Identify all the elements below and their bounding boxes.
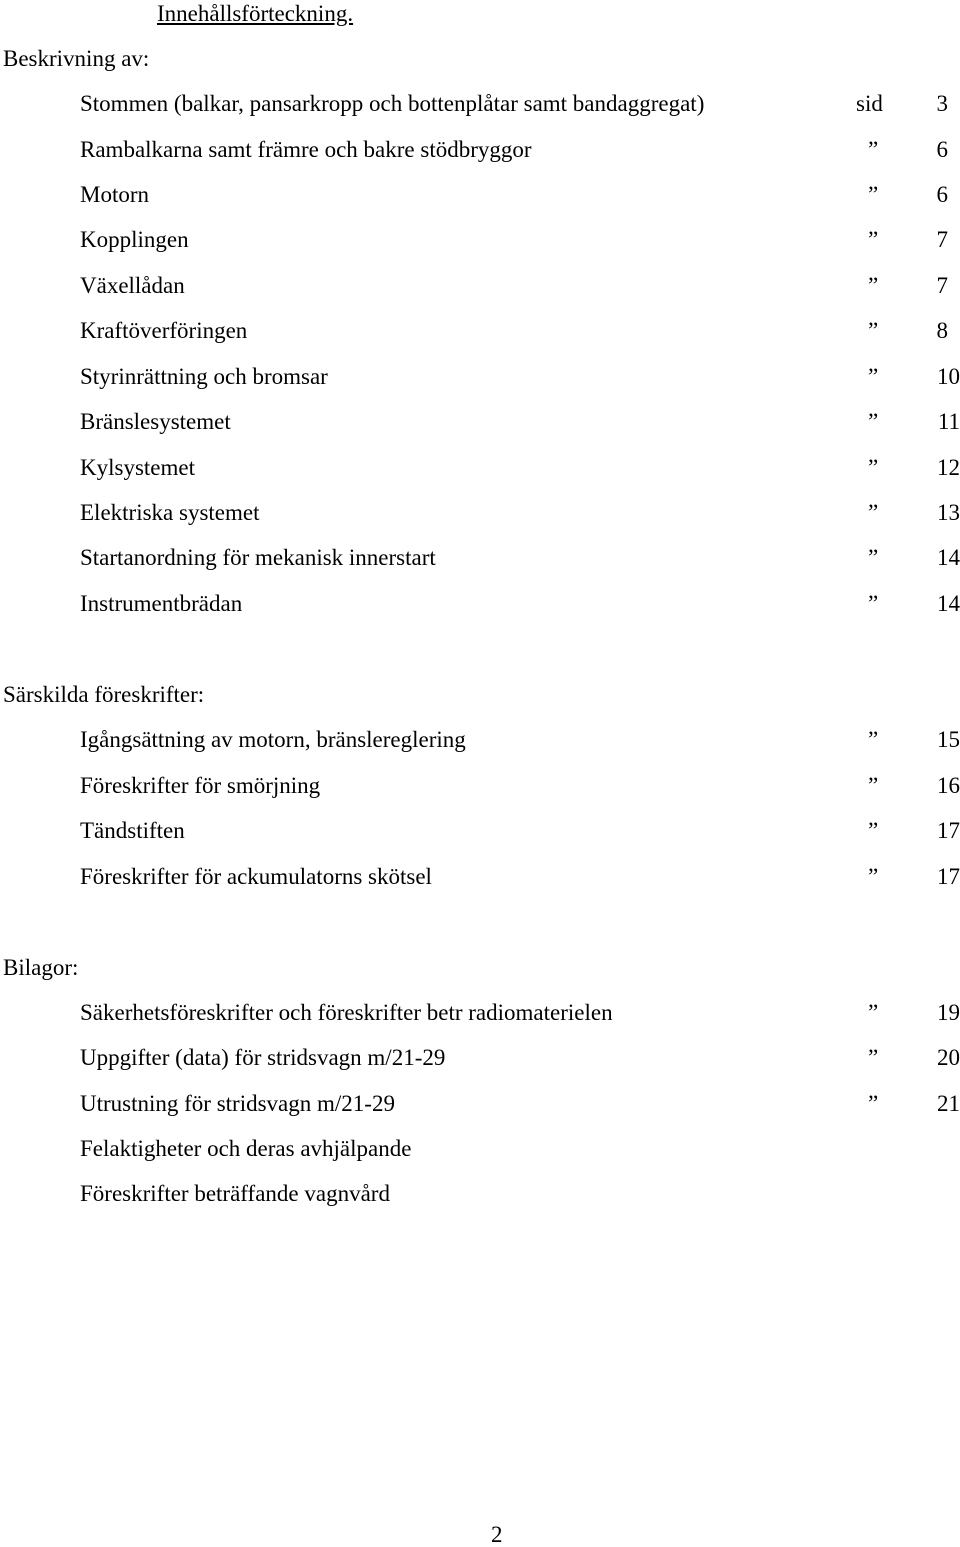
entry-ditto: ”: [868, 455, 879, 480]
entry-ditto: ”: [868, 1045, 879, 1070]
entry-title: Igångsättning av motorn, bränslereglering: [80, 727, 466, 752]
entry-ditto: ”: [868, 591, 879, 616]
entry-ditto: sid: [856, 91, 883, 116]
toc-entry: [0, 774, 960, 800]
entry-title: Säkerhetsföreskrifter och föreskrifter betr radiomaterielen: [80, 1000, 613, 1025]
entry-title: Tändstiften: [80, 818, 185, 843]
toc-entry: [0, 592, 960, 618]
toc-entry: [0, 728, 960, 754]
entry-page: 7: [936, 273, 948, 298]
toc-entry: [0, 183, 960, 209]
entry-ditto: ”: [868, 1000, 879, 1025]
entry-ditto: ”: [868, 864, 879, 889]
toc-entry: [0, 1182, 960, 1208]
entry-title: Uppgifter (data) för stridsvagn m/21-29: [80, 1045, 446, 1070]
entry-page: 19: [937, 1000, 960, 1025]
entry-ditto: ”: [868, 318, 879, 343]
entry-title: Kraftöverföringen: [80, 318, 248, 343]
toc-entry: [0, 1046, 960, 1072]
entry-title: Föreskrifter för ackumulatorns skötsel: [80, 864, 432, 889]
entry-page: 13: [937, 500, 960, 525]
toc-entry: [0, 365, 960, 391]
toc-entry: [0, 819, 960, 845]
entry-title: Felaktigheter och deras avhjälpande: [80, 1136, 412, 1161]
entry-title: Styrinrättning och bromsar: [80, 364, 328, 389]
toc-entry: [0, 1001, 960, 1027]
entry-page: 6: [936, 182, 948, 207]
entry-page: 10: [937, 364, 960, 389]
section-heading-beskrivning: Beskrivning av:: [3, 46, 150, 71]
entry-page: 3: [936, 91, 948, 116]
entry-ditto: ”: [868, 818, 879, 843]
entry-ditto: ”: [868, 727, 879, 752]
entry-page: 15: [937, 727, 960, 752]
toc-entry: [0, 138, 960, 164]
entry-title: Instrumentbrädan: [80, 591, 243, 616]
section-heading-bilagor: Bilagor:: [3, 955, 79, 980]
entry-ditto: ”: [868, 500, 879, 525]
entry-title: Rambalkarna samt främre och bakre stödbryggor: [80, 137, 532, 162]
entry-page: 21: [937, 1091, 960, 1116]
entry-title: Stommen (balkar, pansarkropp och bottenplåtar samt bandaggregat): [80, 91, 705, 116]
entry-title: Utrustning för stridsvagn m/21-29: [80, 1091, 395, 1116]
entry-page: 20: [937, 1045, 960, 1070]
toc-entry: [0, 546, 960, 572]
entry-ditto: ”: [868, 137, 879, 162]
entry-page: 12: [937, 455, 960, 480]
entry-page: 14: [937, 591, 960, 616]
entry-ditto: ”: [868, 273, 879, 298]
entry-title: Startanordning för mekanisk innerstart: [80, 545, 436, 570]
toc-entry: [0, 319, 960, 345]
entry-title: Elektriska systemet: [80, 500, 260, 525]
toc-entry: [0, 92, 960, 118]
entry-ditto: ”: [868, 182, 879, 207]
section-heading-sarskilda: Särskilda föreskrifter:: [3, 682, 205, 707]
entry-title: Föreskrifter för smörjning: [80, 773, 321, 798]
entry-ditto: ”: [868, 773, 879, 798]
entry-page: 14: [937, 545, 960, 570]
entry-title: Föreskrifter beträffande vagnvård: [80, 1181, 390, 1206]
entry-ditto: ”: [868, 1091, 879, 1116]
entry-page: 8: [936, 318, 948, 343]
page-title: Innehållsförteckning.: [157, 1, 354, 26]
entry-ditto: ”: [868, 409, 879, 434]
toc-entry: [0, 228, 960, 254]
entry-title: Växellådan: [80, 273, 185, 298]
toc-entry: [0, 274, 960, 300]
entry-title: Kopplingen: [80, 227, 189, 252]
toc-entry: [0, 1137, 960, 1163]
page-number: 2: [491, 1522, 503, 1547]
toc-entry: [0, 410, 960, 436]
entry-page: 17: [937, 864, 960, 889]
entry-ditto: ”: [868, 545, 879, 570]
entry-ditto: ”: [868, 227, 879, 252]
entry-title: Motorn: [80, 182, 149, 207]
toc-entry: [0, 865, 960, 891]
entry-page: 17: [937, 818, 960, 843]
entry-title: Bränslesystemet: [80, 409, 231, 434]
toc-entry: [0, 1092, 960, 1118]
entry-title: Kylsystemet: [80, 455, 195, 480]
entry-page: 16: [937, 773, 960, 798]
entry-page: 6: [936, 137, 948, 162]
toc-entry: [0, 456, 960, 482]
entry-ditto: ”: [868, 364, 879, 389]
entry-page: 7: [936, 227, 948, 252]
entry-page: 11: [937, 409, 960, 434]
toc-entry: [0, 501, 960, 527]
